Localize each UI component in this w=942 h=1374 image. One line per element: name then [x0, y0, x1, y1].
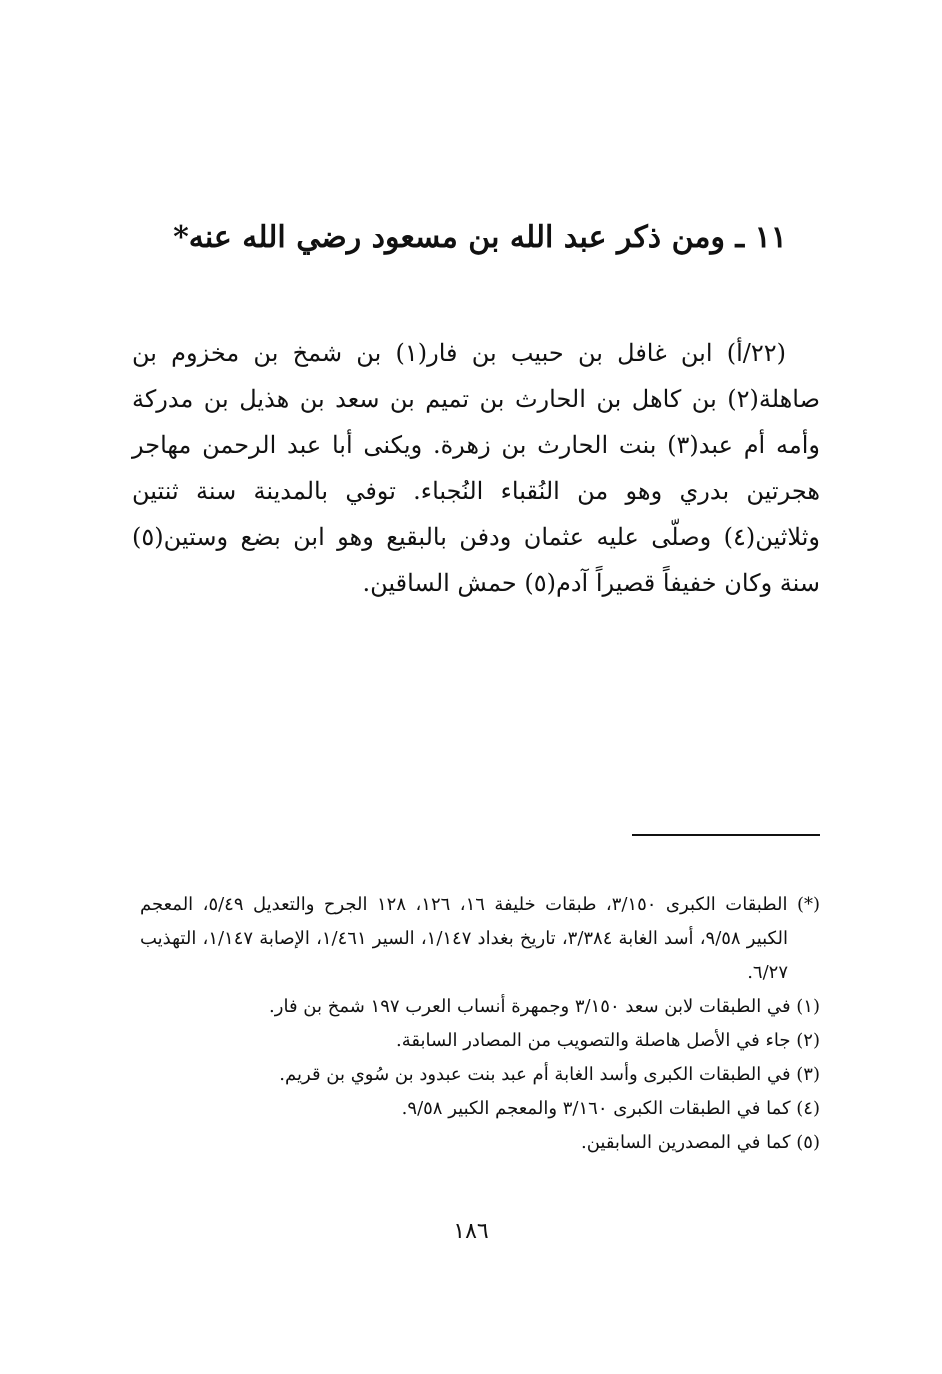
- page-number: ١٨٦: [453, 1219, 489, 1244]
- main-paragraph: (٢٢/أ) ابن غافل بن حبيب بن فار(١) بن شمخ بن مخزوم بن صاهلة(٢) بن كاهل بن الحارث بن تميم بن سعد بن هذيل بن مدركة وأمه أم عبد(٣) بنت الحارث بن زهرة. ويكنى أبا عبد الرحمن مهاجر هجرتين بدري وهو من النُقباء النُجباء. توفي بالمدينة سنة ثنتين وثلاثين(٤) وصلّى عليه عثمان ودفن بالبقيع وهو ابن بضع وستين(٥) سنة وكان خفيفاً قصيراً آدم(٥) حمش الساقين.: [132, 339, 820, 597]
- footnote-divider: [632, 834, 820, 836]
- main-text: [132, 330, 820, 606]
- footnote-3: (٣) في الطبقات الكبرى وأسد الغابة أم عبد بنت عبدود بن سُوي بن قريم.: [279, 1064, 820, 1085]
- footnote-sources: (*) الطبقات الكبرى ٣/١٥٠، طبقات خليفة ١٦، ١٢٦، ١٢٨ الجرح والتعديل ٥/٤٩، المعجم الكبير ٩/٥٨، أسد الغابة ٣/٣٨٤، تاريخ بغداد ١/١٤٧، السير ١/٤٦١، الإصابة ١/١٤٧، التهذيب ٦/٢٧.: [140, 894, 820, 983]
- footnote-1: (١) في الطبقات لابن سعد ٣/١٥٠ وجمهرة أنساب العرب ١٩٧ شمخ بن فار.: [269, 996, 820, 1017]
- footnote-4: (٤) كما في الطبقات الكبرى ٣/١٦٠ والمعجم الكبير ٩/٥٨.: [401, 1098, 820, 1119]
- footnotes-list: [140, 888, 820, 1160]
- footnote-2: (٢) جاء في الأصل هاصلة والتصويب من المصادر السابقة.: [396, 1030, 820, 1051]
- footnote-5: (٥) كما في المصدرين السابقين.: [580, 1132, 820, 1153]
- chapter-heading: ١١ ـ ومن ذكر عبد الله بن مسعود رضي الله عنه*: [173, 220, 787, 256]
